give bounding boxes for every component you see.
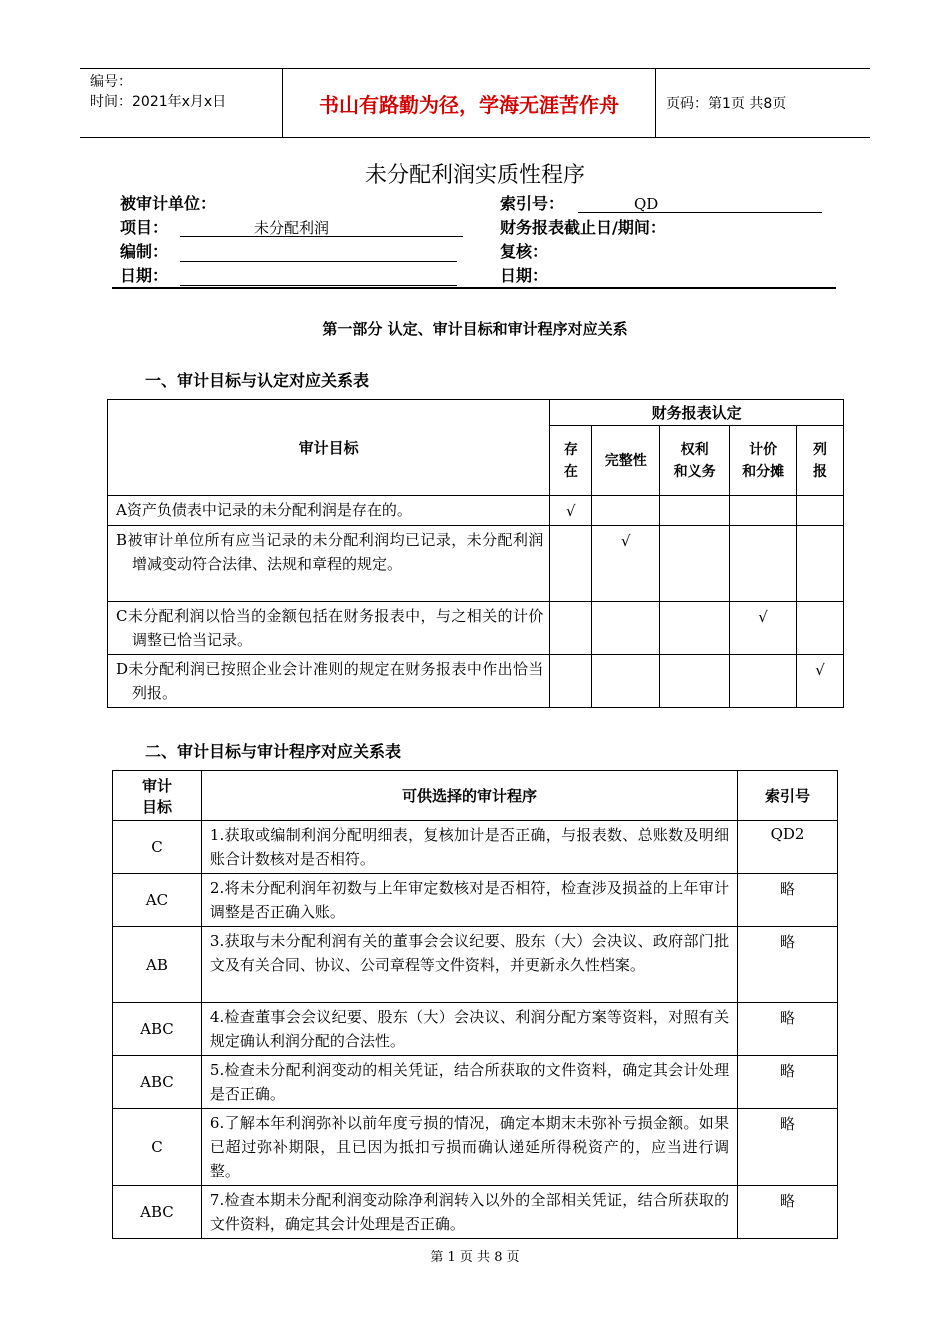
divider — [112, 287, 836, 289]
target-cell: ABC — [113, 1186, 202, 1239]
goal-cell: A资产负债表中记录的未分配利润是存在的。 — [108, 496, 550, 526]
date-label-left: 日期： — [120, 266, 169, 285]
index-cell: 略 — [738, 1003, 838, 1056]
number-label: 编号： — [90, 74, 132, 90]
table-row — [108, 602, 844, 655]
index-cell: 略 — [738, 927, 838, 1003]
motto: 书山有路勤为径，学海无涯苦作舟 — [283, 69, 656, 137]
col-index-header: 索引号 — [738, 771, 838, 821]
index-cell: 略 — [738, 1186, 838, 1239]
check-mark-cell — [730, 526, 797, 602]
assertion-header — [660, 426, 730, 496]
check-mark-cell — [592, 655, 660, 708]
col-goal-header: 审计目标 — [108, 400, 550, 496]
index-cell: 略 — [738, 874, 838, 927]
check-mark-cell — [550, 526, 592, 602]
audited-unit-label: 被审计单位： — [120, 194, 217, 213]
target-cell: ABC — [113, 1003, 202, 1056]
table-row — [108, 526, 844, 602]
review-label: 复核： — [500, 242, 549, 261]
date-label-right: 日期： — [500, 266, 549, 285]
table-row — [113, 1109, 838, 1186]
assertion-header — [550, 426, 592, 496]
procedure-table — [112, 770, 838, 1239]
check-mark-cell — [550, 655, 592, 708]
goal-cell: D未分配利润已按照企业会计准则的规定在财务报表中作出恰当列报。 — [108, 655, 550, 708]
part-title: 第一部分 认定、审计目标和审计程序对应关系 — [322, 320, 628, 338]
col-procedure-header: 可供选择的审计程序 — [201, 771, 737, 821]
check-mark-cell — [730, 496, 797, 526]
assertion-header-line: 计价 — [749, 441, 778, 458]
procedure-cell: 2.将未分配利润年初数与上年审定数核对是否相符，检查涉及损益的上年审计调整是否正确入账。 — [201, 874, 737, 927]
check-mark-cell: √ — [797, 655, 844, 708]
check-mark-cell: √ — [730, 602, 797, 655]
project-label: 项目： — [120, 218, 169, 237]
check-mark-cell — [660, 496, 730, 526]
check-mark-cell — [730, 655, 797, 708]
goal-cell: B被审计单位所有应当记录的未分配利润均已记录，未分配利润增减变动符合法律、法规和章程的规定。 — [108, 526, 550, 602]
assertion-header-line: 和分摊 — [742, 463, 785, 480]
assertion-header-line: 存 — [563, 441, 578, 458]
table-row — [108, 496, 844, 526]
target-cell: C — [113, 1109, 202, 1186]
assertion-header — [797, 426, 844, 496]
target-cell: ABC — [113, 1056, 202, 1109]
check-mark-cell — [660, 655, 730, 708]
check-mark-cell — [592, 602, 660, 655]
assertion-header — [592, 426, 660, 496]
check-mark-cell: √ — [592, 526, 660, 602]
target-cell: C — [113, 821, 202, 874]
table-row — [113, 1186, 838, 1239]
assertion-header-line: 列 — [813, 441, 828, 458]
procedure-cell: 4.检查董事会会议纪要、股东（大）会决议、利润分配方案等资料，对照有关规定确认利润分配的合法性。 — [201, 1003, 737, 1056]
check-mark-cell — [660, 602, 730, 655]
target-cell: AC — [113, 874, 202, 927]
page-footer: 第 1 页 共 8 页 — [430, 1250, 520, 1265]
target-header-line: 目标 — [141, 797, 172, 816]
prepared-line[interactable] — [180, 241, 457, 262]
index-cell: 略 — [738, 1109, 838, 1186]
col-group-header: 财务报表认定 — [550, 400, 844, 426]
index-cell: 略 — [738, 1056, 838, 1109]
assertion-header-line: 权利 — [680, 441, 709, 458]
assertion-header-line: 在 — [563, 463, 578, 480]
procedure-cell: 7.检查本期未分配利润变动除净利润转入以外的全部相关凭证，结合所获取的文件资料，确定其会计处理是否正确。 — [201, 1186, 737, 1239]
table-row — [113, 874, 838, 927]
check-mark-cell — [797, 602, 844, 655]
check-mark-cell: √ — [550, 496, 592, 526]
index-value: QD — [578, 193, 822, 213]
index-label: 索引号： — [500, 194, 565, 213]
table-row — [108, 655, 844, 708]
procedure-cell: 5.检查未分配利润变动的相关凭证，结合所获取的文件资料，确定其会计处理是否正确。 — [201, 1056, 737, 1109]
check-mark-cell — [660, 526, 730, 602]
goal-cell: C未分配利润以恰当的金额包括在财务报表中，与之相关的计价调整已恰当记录。 — [108, 602, 550, 655]
check-mark-cell — [592, 496, 660, 526]
check-mark-cell — [550, 602, 592, 655]
section2-title: 二、审计目标与审计程序对应关系表 — [145, 742, 402, 761]
assertion-table — [107, 399, 844, 708]
document-header — [80, 68, 870, 138]
date-line[interactable] — [180, 265, 457, 286]
assertion-header-line: 和义务 — [673, 463, 716, 480]
header-meta — [80, 69, 283, 137]
table-row — [113, 1003, 838, 1056]
document-title: 未分配利润实质性程序 — [364, 163, 585, 188]
procedure-cell: 6.了解本年利润弥补以前年度亏损的情况，确定本期末未弥补亏损金额。如果已超过弥补期限，且已因为抵扣亏损而确认递延所得税资产的，应当进行调整。 — [201, 1109, 737, 1186]
period-label: 财务报表截止日/期间： — [500, 218, 666, 237]
assertion-header-line: 完整性 — [604, 452, 647, 469]
section1-title: 一、审计目标与认定对应关系表 — [145, 371, 370, 390]
page-info: 页码：第1页 共8页 — [666, 96, 787, 112]
target-header-line: 审计 — [141, 776, 172, 795]
procedure-cell: 1.获取或编制利润分配明细表，复核加计是否正确，与报表数、总账数及明细账合计数核对是否相符。 — [201, 821, 737, 874]
table-row — [113, 1056, 838, 1109]
col-target-header — [113, 771, 202, 821]
table-row — [113, 821, 838, 874]
index-cell: QD2 — [738, 821, 838, 874]
target-cell: AB — [113, 927, 202, 1003]
check-mark-cell — [797, 526, 844, 602]
table-row — [113, 927, 838, 1003]
assertion-header — [730, 426, 797, 496]
date-label: 时间：2021年x月x日 — [90, 94, 227, 110]
assertion-header-line: 报 — [813, 463, 828, 480]
procedure-cell: 3.获取与未分配利润有关的董事会会议纪要、股东（大）会决议、政府部门批文及有关合同、协议、公司章程等文件资料，并更新永久性档案。 — [201, 927, 737, 1003]
project-value: 未分配利润 — [180, 217, 463, 237]
prepared-label: 编制： — [120, 242, 169, 261]
check-mark-cell — [797, 496, 844, 526]
